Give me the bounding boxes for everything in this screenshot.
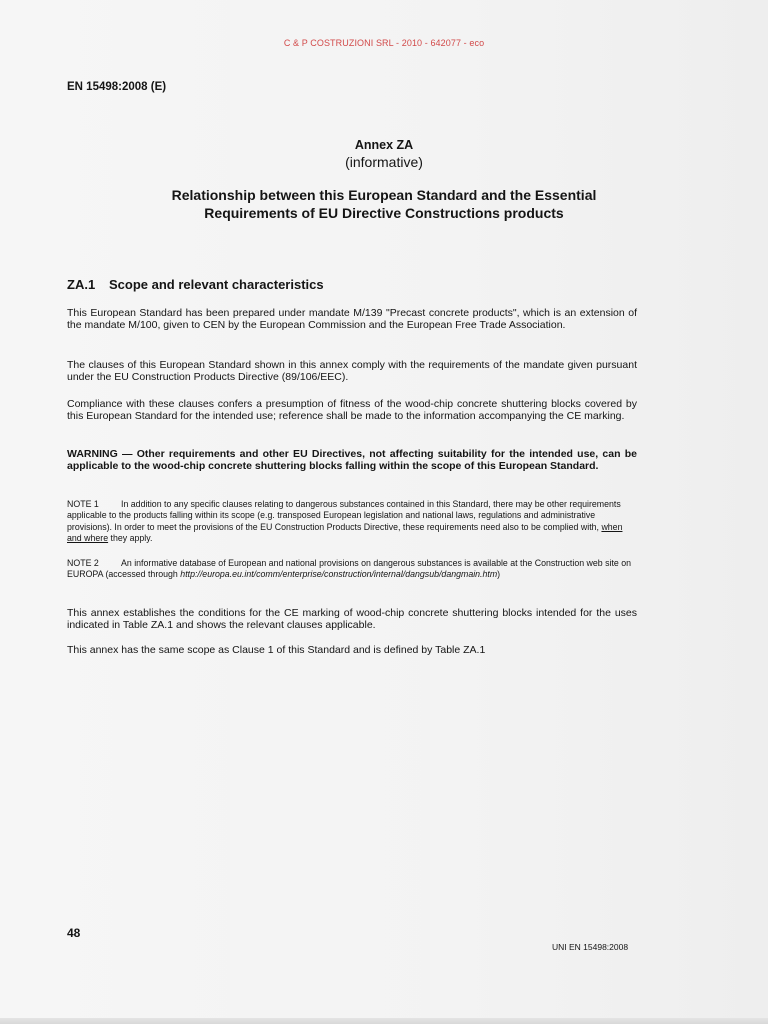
- section-number: ZA.1: [67, 277, 96, 292]
- annex-subtitle: (informative): [345, 154, 423, 170]
- main-heading-line-1: Relationship between this European Standard and the Essential: [171, 187, 597, 203]
- paragraph-scope: This annex has the same scope as Clause 1 of this Standard and is defined by Table ZA.1: [67, 644, 486, 656]
- note-1: [67, 499, 637, 545]
- note-1-text: In addition to any specific clauses relating to dangerous substances contained in this Standard, there may be other requirements applicable to the products falling within its scope (e.g. transposed European legislation and national laws, regulations and administrative provisions). In order to meet the provisions of the EU Construction Products Directive, these requirements need also to be complied with,: [67, 499, 621, 532]
- page-bottom-edge: [0, 1018, 768, 1024]
- main-heading: [60, 186, 708, 222]
- section-heading: [67, 277, 324, 292]
- note-1-label: NOTE 1: [67, 499, 99, 509]
- paragraph-compliance: The clauses of this European Standard shown in this annex comply with the requirements of the mandate given pursuant under the EU Construction Products Directive (89/106/EEC).: [67, 359, 637, 384]
- note-2-url: http://europa.eu.int/comm/enterprise/construction/internal/dangsub/dangmain.htm: [180, 569, 498, 580]
- page-number: 48: [67, 926, 81, 940]
- note-2-label: NOTE 2: [67, 558, 99, 568]
- paragraph-ce-marking: This annex establishes the conditions for the CE marking of wood-chip concrete shuttering blocks intended for the uses indicated in Table ZA.1 and shows the relevant clauses applicable.: [67, 607, 637, 632]
- footer-code: UNI EN 15498:2008: [552, 942, 629, 952]
- header-stamp: C & P COSTRUZIONI SRL - 2010 - 642077 - eco: [283, 38, 485, 48]
- warning-paragraph: WARNING — Other requirements and other EU Directives, not affecting suitability for the intended use, can be applicable to the wood-chip concrete shuttering blocks falling within the scope of this European Standard.: [67, 448, 637, 473]
- note-1-tail: they apply.: [108, 533, 153, 544]
- main-heading-line-2: Requirements of EU Directive Constructions products: [204, 205, 564, 221]
- paragraph-presumption: Compliance with these clauses confers a presumption of fitness of the wood-chip concrete shuttering blocks covered by this European Standard for the intended use; reference shall be made to the information accompanying the CE marking.: [67, 398, 637, 423]
- note-2-text: An informative database of European and national provisions on dangerous substances is available at the Construction web site on EUROPA (accessed through: [67, 558, 632, 580]
- document-id: EN 15498:2008 (E): [67, 81, 167, 93]
- paragraph-mandate: This European Standard has been prepared under mandate M/139 "Precast concrete products", which is an extension of the mandate M/100, given to CEN by the European Commission and the European Free Trade Association.: [67, 307, 637, 332]
- note-1-underlined: when and where: [67, 521, 623, 544]
- note-2-tail: ): [497, 569, 501, 580]
- section-title: Scope and relevant characteristics: [109, 277, 324, 292]
- annex-title: Annex ZA: [354, 138, 414, 152]
- note-2: [67, 558, 637, 581]
- annex-header: [0, 138, 768, 171]
